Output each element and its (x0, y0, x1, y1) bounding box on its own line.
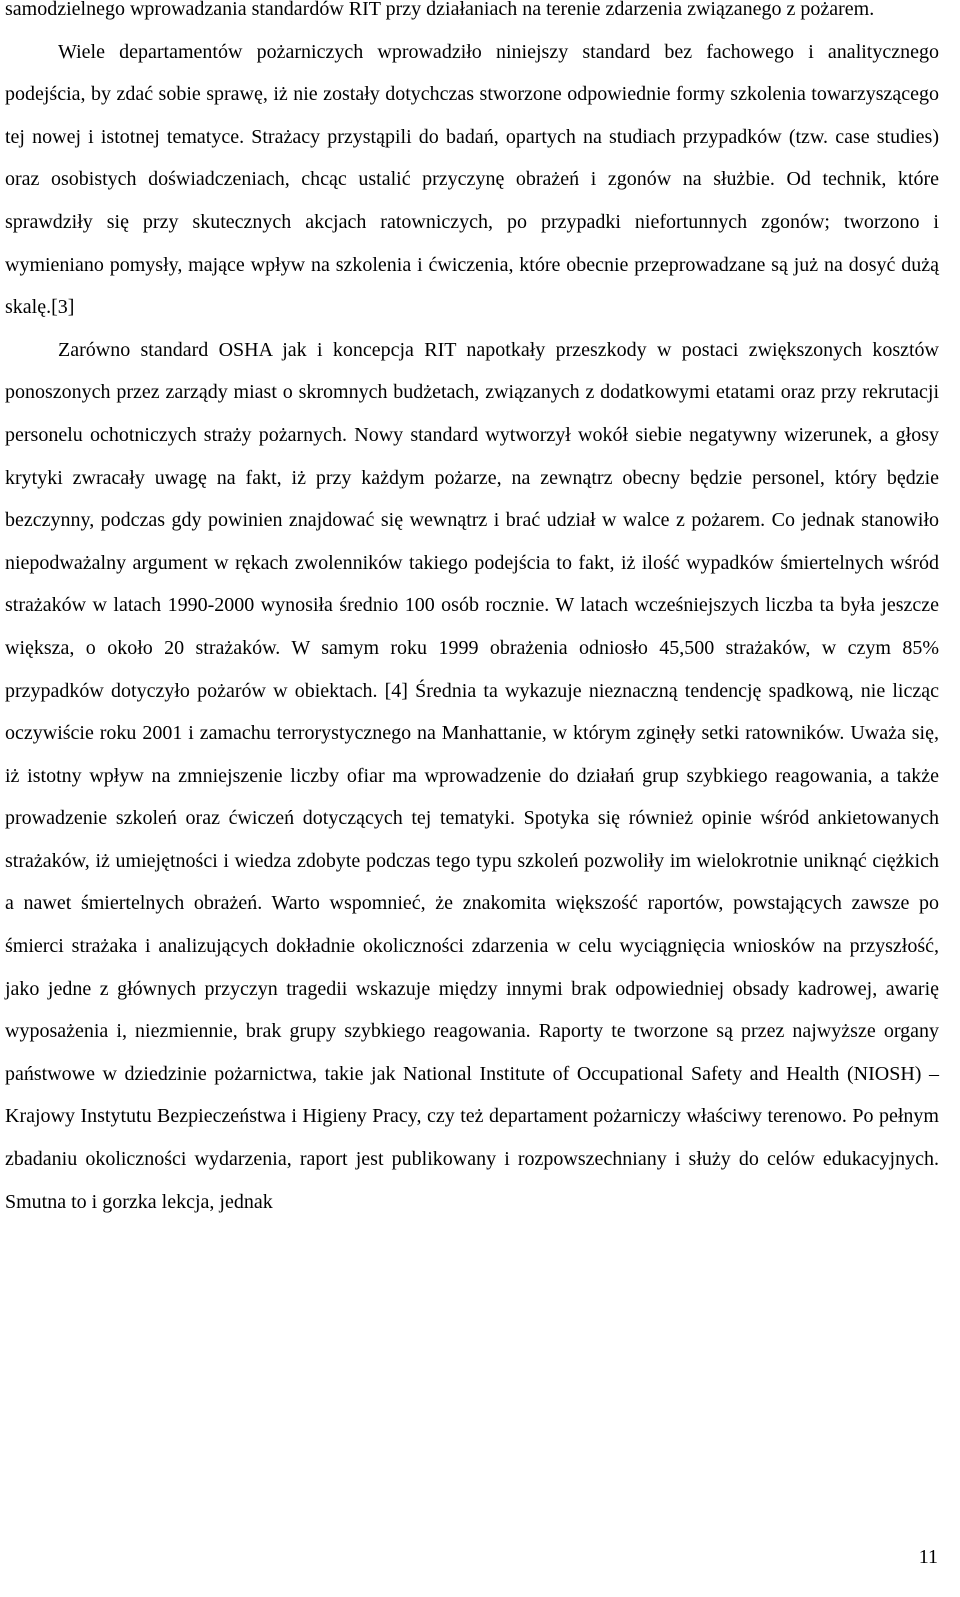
document-page (5, 0, 939, 1223)
paragraph-continuation: samodzielnego wprowadzania standardów RIT przy działaniach na terenie zdarzenia związanego z pożarem. (5, 0, 875, 20)
paragraph-training-standards: Wiele departamentów pożarniczych wprowadziło niniejszy standard bez fachowego i analitycznego podejścia, by zdać sobie sprawę, iż nie zostały dotychczas stworzone odpowiednie formy szkolenia towarzyszącego tej nowej i istotnej tematyce. Strażacy przystąpili do badań, opartych na studiach przypadków (tzw. case studies) oraz osobistych doświadczeniach, chcąc ustalić przyczynę obrażeń i zgonów na służbie. Od technik, które sprawdziły się przy skutecznych akcjach ratowniczych, po przypadki niefortunnych zgonów; tworzono i wymieniano pomysły, mające wpływ na szkolenia i ćwiczenia, które obecnie przeprowadzane są już na dosyć dużą skalę.[3] (5, 40, 939, 319)
page-number: 11 (918, 1546, 938, 1568)
paragraph-osha-rit-obstacles: Zarówno standard OSHA jak i koncepcja RIT napotkały przeszkody w postaci zwiększonych kosztów ponoszonych przez zarządy miast o skromnych budżetach, związanych z dodatkowymi etatami oraz przy rekrutacji personelu ochotniczych straży pożarnych. Nowy standard wytworzył wokół siebie negatywny wizerunek, a głosy krytyki zwracały uwagę na fakt, iż przy każdym pożarze, na zewnątrz obecny będzie personel, który będzie bezczynny, podczas gdy powinien znajdować się wewnątrz i brać udział w walce z pożarem. Co jednak stanowiło niepodważalny argument w rękach zwolenników takiego podejścia to fakt, iż ilość wypadków śmiertelnych wśród strażaków w latach 1990-2000 wynosiła średnio 100 osób rocznie. W latach wcześniejszych liczba ta była jeszcze większa, o około 20 strażaków. W samym roku 1999 obrażenia odniosło 45,500 strażaków, w czym 85% przypadków dotyczyło pożarów w obiektach. [4] Średnia ta wykazuje nieznaczną tendencję spadkową, nie licząc oczywiście roku 2001 i zamachu terrorystycznego na Manhattanie, w którym zginęły setki ratowników. Uważa się, iż istotny wpływ na zmniejszenie liczby ofiar ma wprowadzenie do działań grup szybkiego reagowania, a także prowadzenie szkoleń oraz ćwiczeń dotyczących tej tematyki. Spotyka się również opinie wśród ankietowanych strażaków, iż umiejętności i wiedza zdobyte podczas tego typu szkoleń pozwoliły im wielokrotnie uniknąć ciężkich a nawet śmiertelnych obrażeń. Warto wspomnieć, że znakomita większość raportów, powstających zawsze po śmierci strażaka i analizujących dokładnie okoliczności zdarzenia w celu wyciągnięcia wniosków na przyszłość, jako jedne z głównych przyczyn tragedii wskazuje między innymi brak odpowiedniej obsady kadrowej, awarię wyposażenia i, niezmiennie, brak grupy szybkiego reagowania. Raporty te tworzone są przez najwyższe organy państwowe w dziedzinie pożarnictwa, takie jak National Institute of Occupational Safety and Health (NIOSH) – Krajowy Instytutu Bezpieczeństwa i Higieny Pracy, czy też departament pożarniczy właściwy terenowo. Po pełnym zbadaniu okoliczności wydarzenia, raport jest publikowany i rozpowszechniany i służy do celów edukacyjnych. Smutna to i gorzka lekcja, jednak (5, 338, 939, 1213)
